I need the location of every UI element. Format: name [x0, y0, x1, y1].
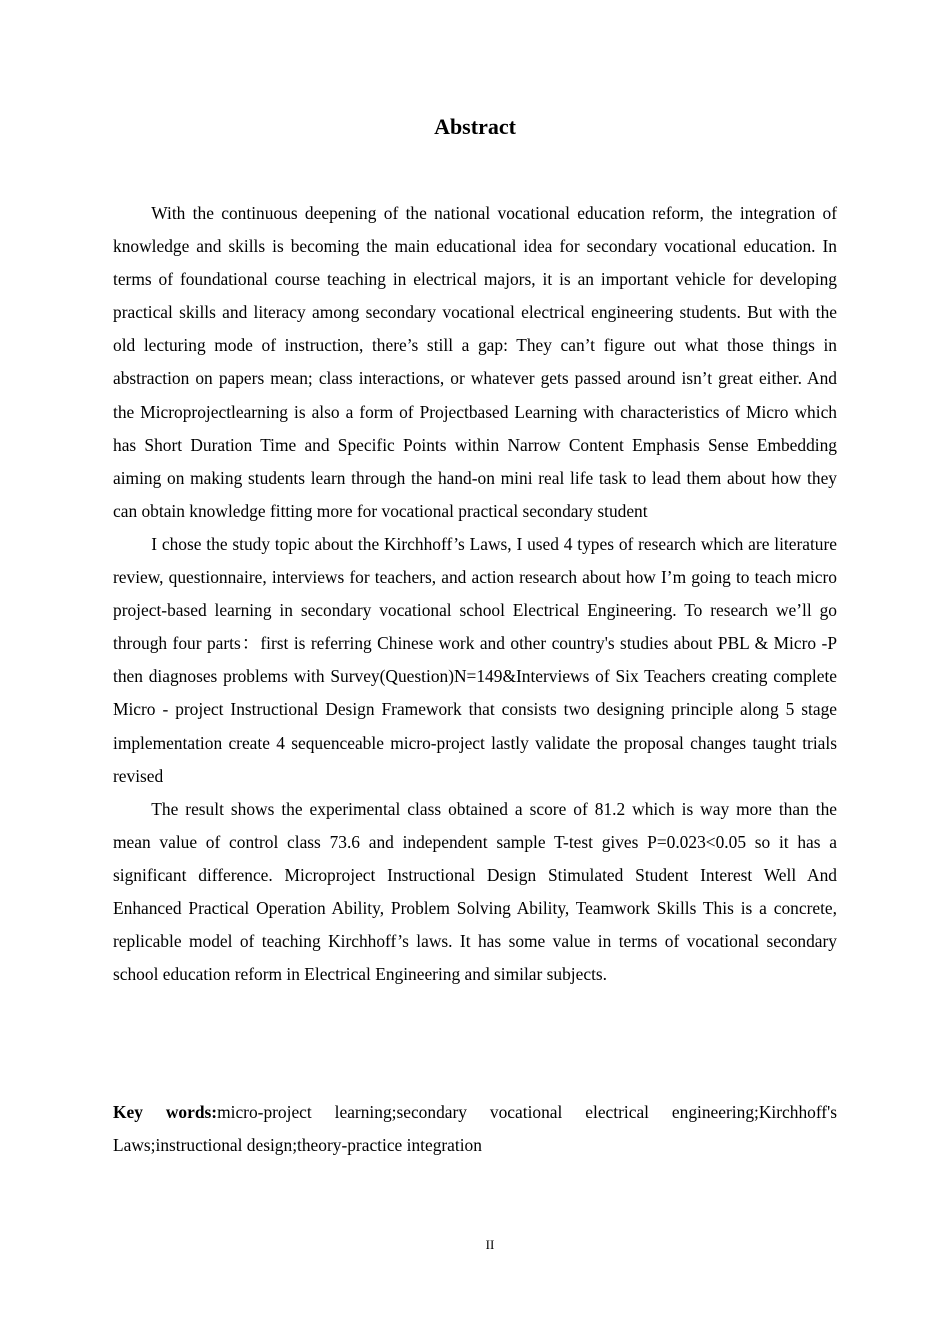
abstract-paragraph-2: I chose the study topic about the Kirchhoff’s Laws, I used 4 types of research which are literature review, questionnaire, interviews for teachers, and action research about how I’m going to teach micro project-based learning in secondary vocational school Electrical Engineering. To research we’ll go through four parts：first is referring Chinese work and other country's studies about PBL & Micro -P then diagnoses problems with Survey(Question)N=149&Interviews of Six Teachers creating complete Micro - project Instructional Design Framework that consists two designing principle along 5 stage implementation create 4 sequenceable micro-project lastly validate the proposal changes taught trials revised — [113, 533, 837, 786]
keywords-label: Key words: — [113, 1102, 218, 1122]
keywords-line — [113, 1096, 837, 1162]
keywords-text: micro-project learning;secondary vocational electrical engineering;Kirchhoff's Laws;instructional design;theory-practice integration — [113, 1102, 837, 1156]
abstract-body — [113, 197, 837, 991]
abstract-title: Abstract — [434, 114, 516, 139]
page-number: II — [485, 1237, 495, 1252]
abstract-paragraph-1: With the continuous deepening of the national vocational education reform, the integration of knowledge and skills is becoming the main educational idea for secondary vocational education. In terms of foundational course teaching in electrical majors, it is an important vehicle for developing practical skills and literacy among secondary vocational electrical engineering students. But with the old lecturing mode of instruction, there’s still a gap: They can’t figure out what those things in abstraction on papers mean; class interactions, or whatever gets passed around isn’t great either. And the Microprojectlearning is also a form of Projectbased Learning with characteristics of Micro which has Short Duration Time and Specific Points within Narrow Content Emphasis Sense Embedding aiming on making students learn through the hand-on mini real life task to lead them about how they can obtain knowledge fitting more for vocational practical secondary student — [113, 203, 837, 521]
abstract-paragraph-3: The result shows the experimental class obtained a score of 81.2 which is way more than the mean value of control class 73.6 and independent sample T-test gives P=0.023<0.05 so it has a significant difference. Microproject Instructional Design Stimulated Student Interest Well And Enhanced Practical Operation Ability, Problem Solving Ability, Teamwork Skills This is a concrete, replicable model of teaching Kirchhoff’s laws. It has some value in terms of vocational secondary school education reform in Electrical Engineering and similar subjects. — [113, 798, 837, 985]
